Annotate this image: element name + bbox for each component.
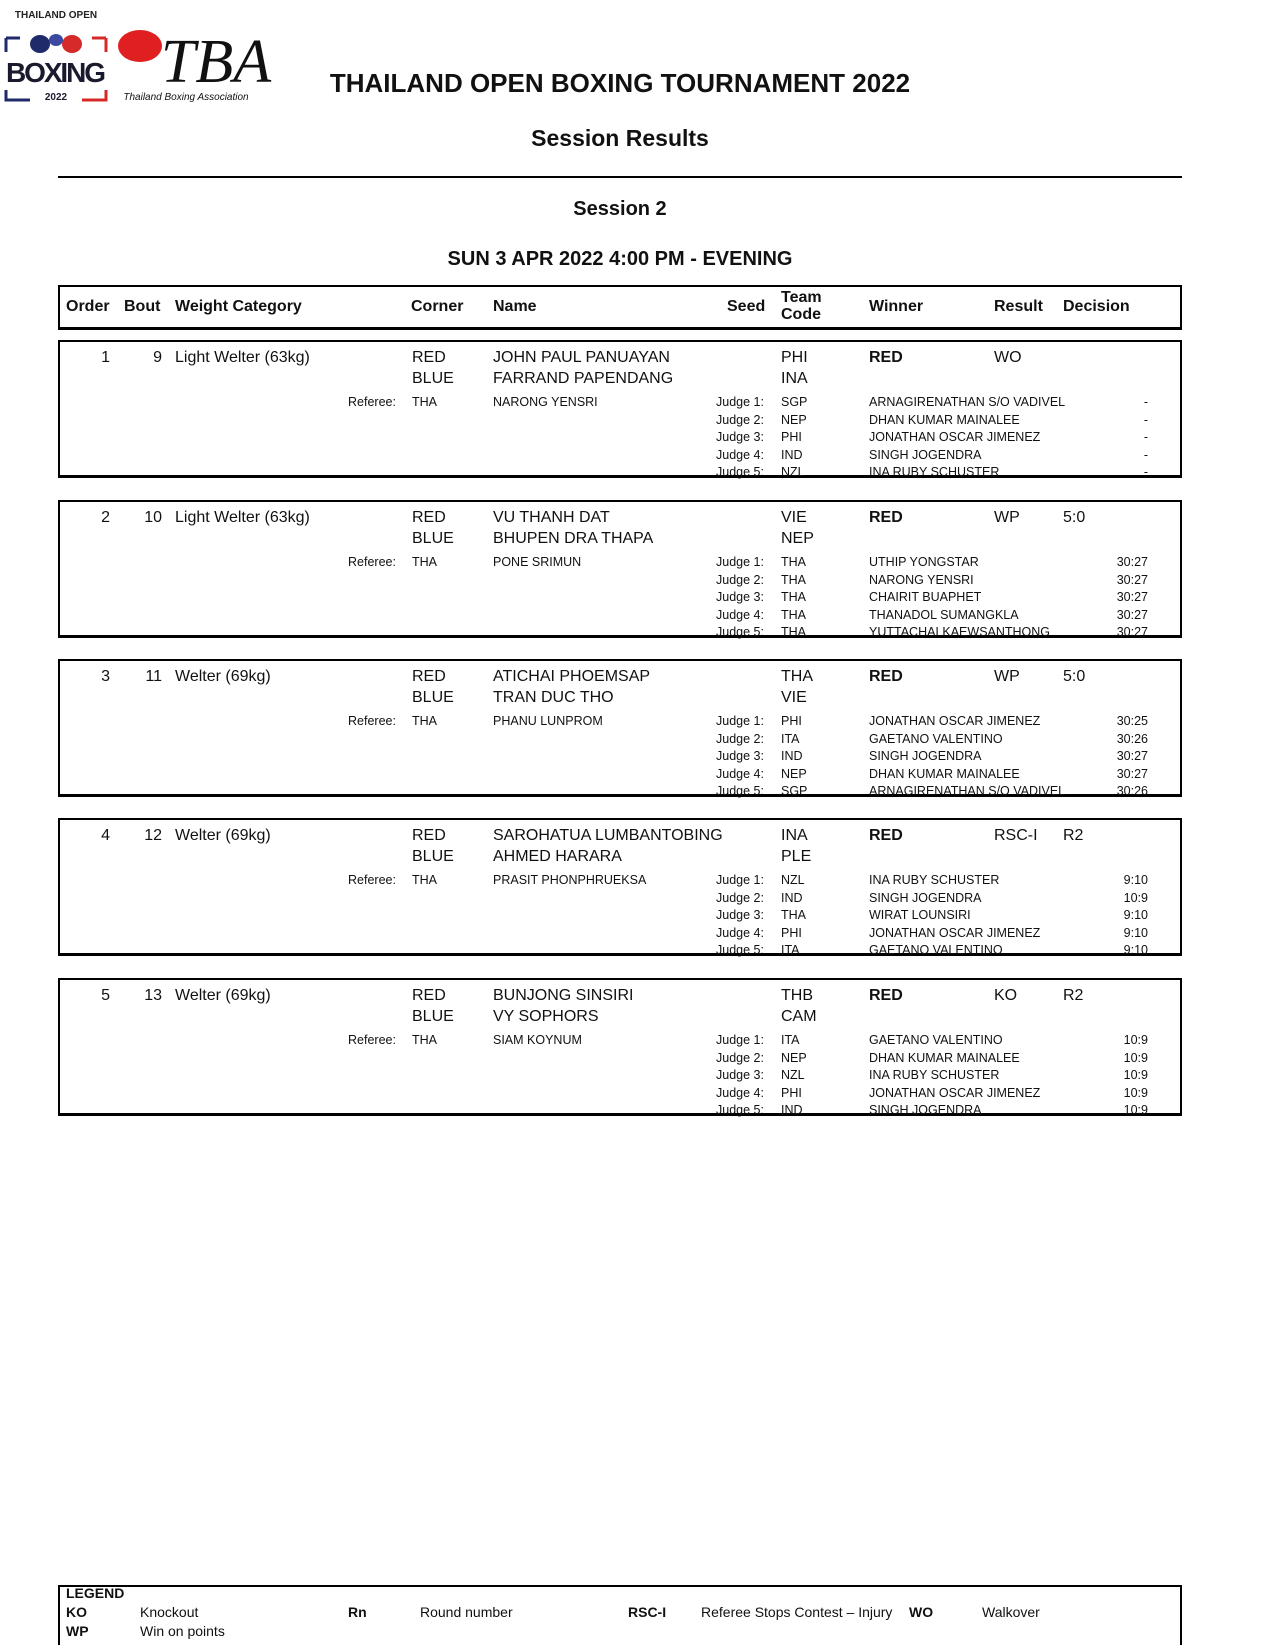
judge-score: 30:27 (1116, 607, 1148, 622)
judge-name: SINGH JOGENDRA (869, 1103, 982, 1117)
judge-name: GAETANO VALENTINO (869, 731, 1003, 746)
judge-name: WIRAT LOUNSIRI (869, 908, 971, 922)
col-winner: Winner (869, 298, 924, 315)
referee-name: PRASIT PHONPHRUEKSA (493, 873, 647, 887)
blue-corner-label: BLUE (412, 689, 454, 706)
judge-score: - (1143, 395, 1148, 409)
red-boxer-name: ATICHAI PHOEMSAP (493, 668, 651, 685)
legend-rn-text: Round number (420, 1604, 513, 1620)
referee-label: Referee: (348, 395, 396, 409)
judge-score: 9:10 (1123, 925, 1148, 940)
judge-name: JONATHAN OSCAR JIMENEZ (869, 925, 1041, 940)
result: WP (994, 509, 1020, 526)
judge-country: THA (781, 625, 806, 639)
blue-boxer-name: TRAN DUC THO (493, 689, 614, 706)
legend-wp-abbr: WP (66, 1623, 89, 1639)
judge-score: - (1143, 465, 1148, 479)
bout-number: 10 (144, 509, 162, 526)
judge-label: Judge 2: (716, 731, 764, 746)
result: WP (994, 668, 1020, 685)
judge-country: SGP (781, 395, 808, 409)
judge-label: Judge 4: (716, 925, 764, 940)
weight-category: Light Welter (63kg) (175, 349, 310, 366)
judge-label: Judge 2: (716, 412, 764, 427)
referee-country: THA (412, 714, 437, 728)
judge-label: Judge 2: (716, 890, 764, 905)
judge-label: Judge 3: (716, 908, 764, 922)
judge-name: INA RUBY SCHUSTER (869, 465, 1000, 479)
col-order: Order (66, 298, 110, 315)
judge-score: 30:27 (1116, 590, 1148, 604)
bout-number: 13 (144, 987, 162, 1004)
col-decision: Decision (1063, 298, 1130, 315)
svg-text:BOXING: BOXING (6, 57, 106, 88)
judge-score: 30:26 (1116, 731, 1148, 746)
blue-team-code: VIE (781, 689, 807, 706)
judge-score: 10:9 (1123, 1085, 1148, 1100)
judge-score: 30:27 (1116, 749, 1148, 763)
judge-label: Judge 5: (716, 465, 764, 479)
bout-number: 11 (145, 668, 162, 685)
red-corner-label: RED (412, 827, 446, 844)
judge-country: IND (781, 447, 803, 462)
judge-score: - (1143, 430, 1148, 444)
col-name: Name (493, 298, 537, 315)
judge-score: - (1143, 447, 1148, 462)
judge-country: THA (781, 555, 806, 569)
blue-boxer-name: FARRAND PAPENDANG (493, 370, 674, 387)
judge-score: 10:9 (1123, 1103, 1148, 1117)
judge-name: THANADOL SUMANGKLA (869, 607, 1019, 622)
judge-score: 9:10 (1123, 943, 1148, 957)
judge-country: THA (781, 908, 806, 922)
judge-name: ARNAGIRENATHAN S/O VADIVEL (869, 395, 1066, 409)
session-label: Session 2 (573, 198, 667, 220)
judge-score: 10:9 (1123, 890, 1148, 905)
red-corner-label: RED (412, 668, 446, 685)
judge-name: DHAN KUMAR MAINALEE (869, 766, 1020, 781)
referee-label: Referee: (348, 873, 396, 887)
decision: R2 (1063, 827, 1084, 844)
judge-score: 30:27 (1116, 766, 1148, 781)
referee-country: THA (412, 873, 437, 887)
weight-category: Light Welter (63kg) (175, 509, 310, 526)
referee-label: Referee: (348, 1033, 396, 1047)
judge-label: Judge 4: (716, 1085, 764, 1100)
weight-category: Welter (69kg) (175, 668, 271, 685)
referee-label: Referee: (348, 714, 396, 728)
bout-order: 2 (101, 509, 110, 526)
judge-label: Judge 5: (716, 1103, 764, 1117)
bout-order: 1 (101, 349, 110, 366)
judge-country: THA (781, 607, 806, 622)
referee-name: SIAM KOYNUM (493, 1033, 582, 1047)
referee-name: PONE SRIMUN (493, 555, 582, 569)
red-team-code: THB (781, 987, 813, 1004)
judge-country: NZL (781, 1068, 805, 1082)
red-corner-label: RED (412, 987, 446, 1004)
judge-score: - (1143, 412, 1148, 427)
bout-order: 5 (101, 987, 110, 1004)
red-team-code: VIE (781, 509, 807, 526)
legend-wp-text: Win on points (140, 1623, 225, 1639)
judge-score: 9:10 (1123, 873, 1148, 887)
judge-label: Judge 2: (716, 1050, 764, 1065)
svg-text:THAILAND OPEN: THAILAND OPEN (14, 10, 98, 21)
referee-country: THA (412, 1033, 437, 1047)
judge-name: NARONG YENSRI (869, 572, 974, 587)
judge-label: Judge 5: (716, 784, 764, 798)
winner-corner: RED (869, 349, 903, 366)
winner-corner: RED (869, 987, 903, 1004)
judge-name: INA RUBY SCHUSTER (869, 873, 1000, 887)
col-weight: Weight Category (175, 298, 302, 315)
header-rule (58, 176, 1182, 178)
legend-wo-abbr: WO (909, 1604, 934, 1620)
referee-label: Referee: (348, 555, 396, 569)
red-team-code: THA (781, 668, 813, 685)
red-boxer-name: SAROHATUA LUMBANTOBING (493, 827, 723, 844)
blue-boxer-name: AHMED HARARA (493, 848, 622, 865)
judge-country: IND (781, 749, 803, 763)
judge-name: DHAN KUMAR MAINALEE (869, 412, 1020, 427)
judge-country: IND (781, 890, 803, 905)
judge-name: YUTTACHAI KAEWSANTHONG (869, 625, 1051, 639)
bout-order: 4 (101, 827, 110, 844)
legend-rsci-abbr: RSC-I (628, 1604, 667, 1620)
judge-label: Judge 4: (716, 607, 764, 622)
blue-team-code: INA (781, 370, 808, 387)
judge-country: THA (781, 572, 806, 587)
judge-name: ARNAGIRENATHAN S/O VADIVEL (869, 784, 1066, 798)
result: KO (994, 987, 1018, 1004)
judge-name: INA RUBY SCHUSTER (869, 1068, 1000, 1082)
judge-label: Judge 1: (716, 555, 764, 569)
winner-corner: RED (869, 827, 903, 844)
judge-label: Judge 1: (716, 1033, 764, 1047)
legend-ko-abbr: KO (66, 1604, 87, 1620)
judge-score: 9:10 (1123, 908, 1148, 922)
judge-country: IND (781, 1103, 803, 1117)
page-subtitle: Session Results (531, 125, 709, 151)
judge-country: ITA (781, 731, 800, 746)
judge-country: NEP (781, 412, 807, 427)
bout-order: 3 (101, 668, 110, 685)
judge-score: 30:26 (1116, 784, 1148, 798)
judge-name: SINGH JOGENDRA (869, 749, 982, 763)
judge-score: 30:27 (1116, 625, 1148, 639)
legend-rn-abbr: Rn (348, 1604, 367, 1620)
judge-country: NZL (781, 873, 805, 887)
red-corner-label: RED (412, 509, 446, 526)
referee-country: THA (412, 395, 437, 409)
blue-team-code: NEP (781, 530, 814, 547)
judge-country: PHI (781, 714, 802, 728)
judge-label: Judge 5: (716, 625, 764, 639)
judge-name: JONATHAN OSCAR JIMENEZ (869, 1085, 1041, 1100)
red-boxer-name: JOHN PAUL PANUAYAN (493, 349, 670, 366)
legend-title: LEGEND (66, 1585, 125, 1601)
judge-score: 30:27 (1116, 555, 1148, 569)
judge-country: ITA (781, 1033, 800, 1047)
bout-number: 9 (153, 349, 162, 366)
judge-name: JONATHAN OSCAR JIMENEZ (869, 430, 1041, 444)
page-title: THAILAND OPEN BOXING TOURNAMENT 2022 (329, 68, 911, 98)
legend-rsci-text: Referee Stops Contest – Injury (701, 1604, 893, 1620)
svg-text:TBA: TBA (161, 28, 272, 96)
judge-label: Judge 2: (716, 572, 764, 587)
judge-name: GAETANO VALENTINO (869, 943, 1003, 957)
blue-boxer-name: VY SOPHORS (493, 1008, 599, 1025)
session-date: SUN 3 APR 2022 4:00 PM - EVENING (447, 248, 793, 270)
judge-name: CHAIRIT BUAPHET (869, 590, 982, 604)
decision: R2 (1063, 987, 1084, 1004)
blue-boxer-name: BHUPEN DRA THAPA (493, 530, 654, 547)
judge-label: Judge 1: (716, 714, 764, 728)
judge-label: Judge 5: (716, 943, 764, 957)
blue-corner-label: BLUE (412, 530, 454, 547)
judge-country: PHI (781, 1085, 802, 1100)
blue-team-code: PLE (781, 848, 812, 865)
judge-label: Judge 3: (716, 1068, 764, 1082)
judge-name: JONATHAN OSCAR JIMENEZ (869, 714, 1041, 728)
judge-label: Judge 1: (716, 395, 764, 409)
judge-name: GAETANO VALENTINO (869, 1033, 1003, 1047)
col-bout: Bout (124, 298, 161, 315)
svg-text:2022: 2022 (44, 92, 68, 103)
col-result: Result (994, 298, 1043, 315)
judge-country: NEP (781, 1050, 807, 1065)
judge-label: Judge 4: (716, 766, 764, 781)
judge-country: PHI (781, 430, 802, 444)
red-boxer-name: BUNJONG SINSIRI (493, 987, 634, 1004)
referee-country: THA (412, 555, 437, 569)
judge-label: Judge 3: (716, 749, 764, 763)
weight-category: Welter (69kg) (175, 987, 271, 1004)
judge-country: NEP (781, 766, 807, 781)
blue-corner-label: BLUE (412, 370, 454, 387)
col-team-code: Team Code (781, 289, 822, 323)
judge-name: SINGH JOGENDRA (869, 447, 982, 462)
blue-team-code: CAM (781, 1008, 817, 1025)
judge-score: 10:9 (1123, 1068, 1148, 1082)
judge-label: Judge 4: (716, 447, 764, 462)
decision: 5:0 (1063, 509, 1086, 526)
red-team-code: PHI (781, 349, 808, 366)
result: WO (994, 349, 1022, 366)
judge-label: Judge 3: (716, 430, 764, 444)
legend-wo-text: Walkover (982, 1604, 1040, 1620)
decision: 5:0 (1063, 668, 1086, 685)
red-team-code: INA (781, 827, 808, 844)
judge-country: NZL (781, 465, 805, 479)
referee-name: NARONG YENSRI (493, 395, 598, 409)
red-corner-label: RED (412, 349, 446, 366)
judge-score: 10:9 (1123, 1033, 1148, 1047)
judge-country: THA (781, 590, 806, 604)
svg-text:Thailand Boxing Association: Thailand Boxing Association (123, 92, 250, 103)
judge-score: 30:25 (1116, 714, 1148, 728)
judge-name: UTHIP YONGSTAR (869, 555, 979, 569)
col-corner: Corner (411, 298, 464, 315)
winner-corner: RED (869, 668, 903, 685)
judge-score: 10:9 (1123, 1050, 1148, 1065)
bout-number: 12 (144, 827, 162, 844)
judge-country: PHI (781, 925, 802, 940)
judge-score: 30:27 (1116, 572, 1148, 587)
legend-ko-text: Knockout (140, 1604, 199, 1620)
judge-country: ITA (781, 943, 800, 957)
winner-corner: RED (869, 509, 903, 526)
judge-label: Judge 1: (716, 873, 764, 887)
col-seed: Seed (727, 298, 766, 315)
result: RSC-I (994, 827, 1038, 844)
red-boxer-name: VU THANH DAT (493, 509, 610, 526)
judge-label: Judge 3: (716, 590, 764, 604)
judge-country: SGP (781, 784, 808, 798)
judge-name: SINGH JOGENDRA (869, 890, 982, 905)
judge-name: DHAN KUMAR MAINALEE (869, 1050, 1020, 1065)
weight-category: Welter (69kg) (175, 827, 271, 844)
referee-name: PHANU LUNPROM (493, 714, 603, 728)
blue-corner-label: BLUE (412, 848, 454, 865)
blue-corner-label: BLUE (412, 1008, 454, 1025)
